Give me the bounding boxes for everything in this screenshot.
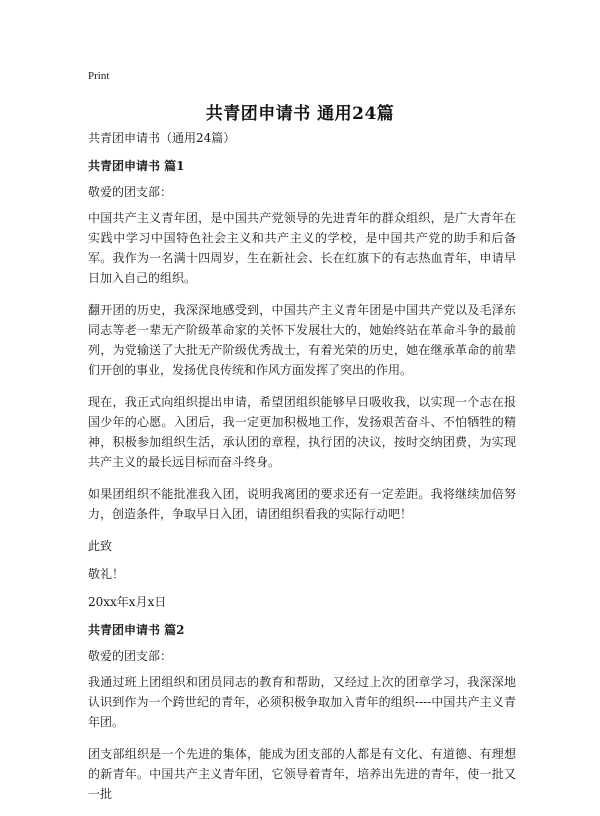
section-1-title: 共青团申请书 篇1 (88, 159, 185, 173)
document-title: 共青团申请书 通用24篇 (205, 104, 395, 124)
section-2-paragraph: 团支部组织是一个先进的集体，能成为团支部的人都是有文化、有道德、有理想的新青年。中国共产主义青年团，它领导着青年，培养出先进的青年，使一批又一批 (88, 747, 516, 801)
print-label[interactable]: Print (88, 70, 110, 82)
section-1-paragraph: 中国共产主义青年团，是中国共产党领导的先进青年的群众组织，是广大青年在实践中学习中国特色社会主义和共产主义的学校，是中国共产党的助手和后备军。我作为一名满十四周岁，生在新社会、长在红旗下的有志热血青年，申请早日加入自己的组织。 (88, 211, 516, 285)
section-1-paragraph: 如果团组织不能批准我入团，说明我离团的要求还有一定差距。我将继续加倍努力，创造条件，争取早日入团，请团组织看我的实际行动吧！ (88, 487, 516, 521)
section-2-greeting: 敬爱的团支部： (88, 649, 173, 663)
section-1-paragraph: 现在，我正式向组织提出申请，希望团组织能够早日吸收我，以实现一个志在报国少年的心愿。入团后，我一定更加积极地工作，发扬艰苦奋斗、不怕牺牲的精神，积极参加组织生活，承认团的章程，执行团的决议，按时交纳团费，为实现共产主义的最长远目标而奋斗终身。 (88, 395, 516, 469)
section-2-paragraph: 我通过班上团组织和团员同志的教育和帮助，又经过上次的团章学习，我深深地认识到作为一个跨世纪的青年，必须积极争取加入青年的组织----中国共产主义青年团。 (88, 675, 516, 729)
section-1-salute: 敬礼！ (88, 567, 125, 581)
document-content (88, 128, 516, 816)
section-1-closing: 此致 (88, 539, 113, 553)
section-1-greeting: 敬爱的团支部： (88, 185, 173, 199)
document-subtitle: 共青团申请书（通用24篇） (88, 131, 236, 145)
section-1-paragraph: 翻开团的历史，我深深地感受到，中国共产主义青年团是中国共产党以及毛泽东同志等老一辈无产阶级革命家的关怀下发展壮大的，她始终站在革命斗争的最前列，为党输送了大批无产阶级优秀战士，有着光荣的历史，她在继承革命的前辈们开创的事业，发扬优良传统和作风方面发挥了突出的作用。 (88, 303, 516, 377)
section-2-title: 共青团申请书 篇2 (88, 623, 185, 637)
section-1-date: 20xx年x月x日 (88, 595, 167, 609)
